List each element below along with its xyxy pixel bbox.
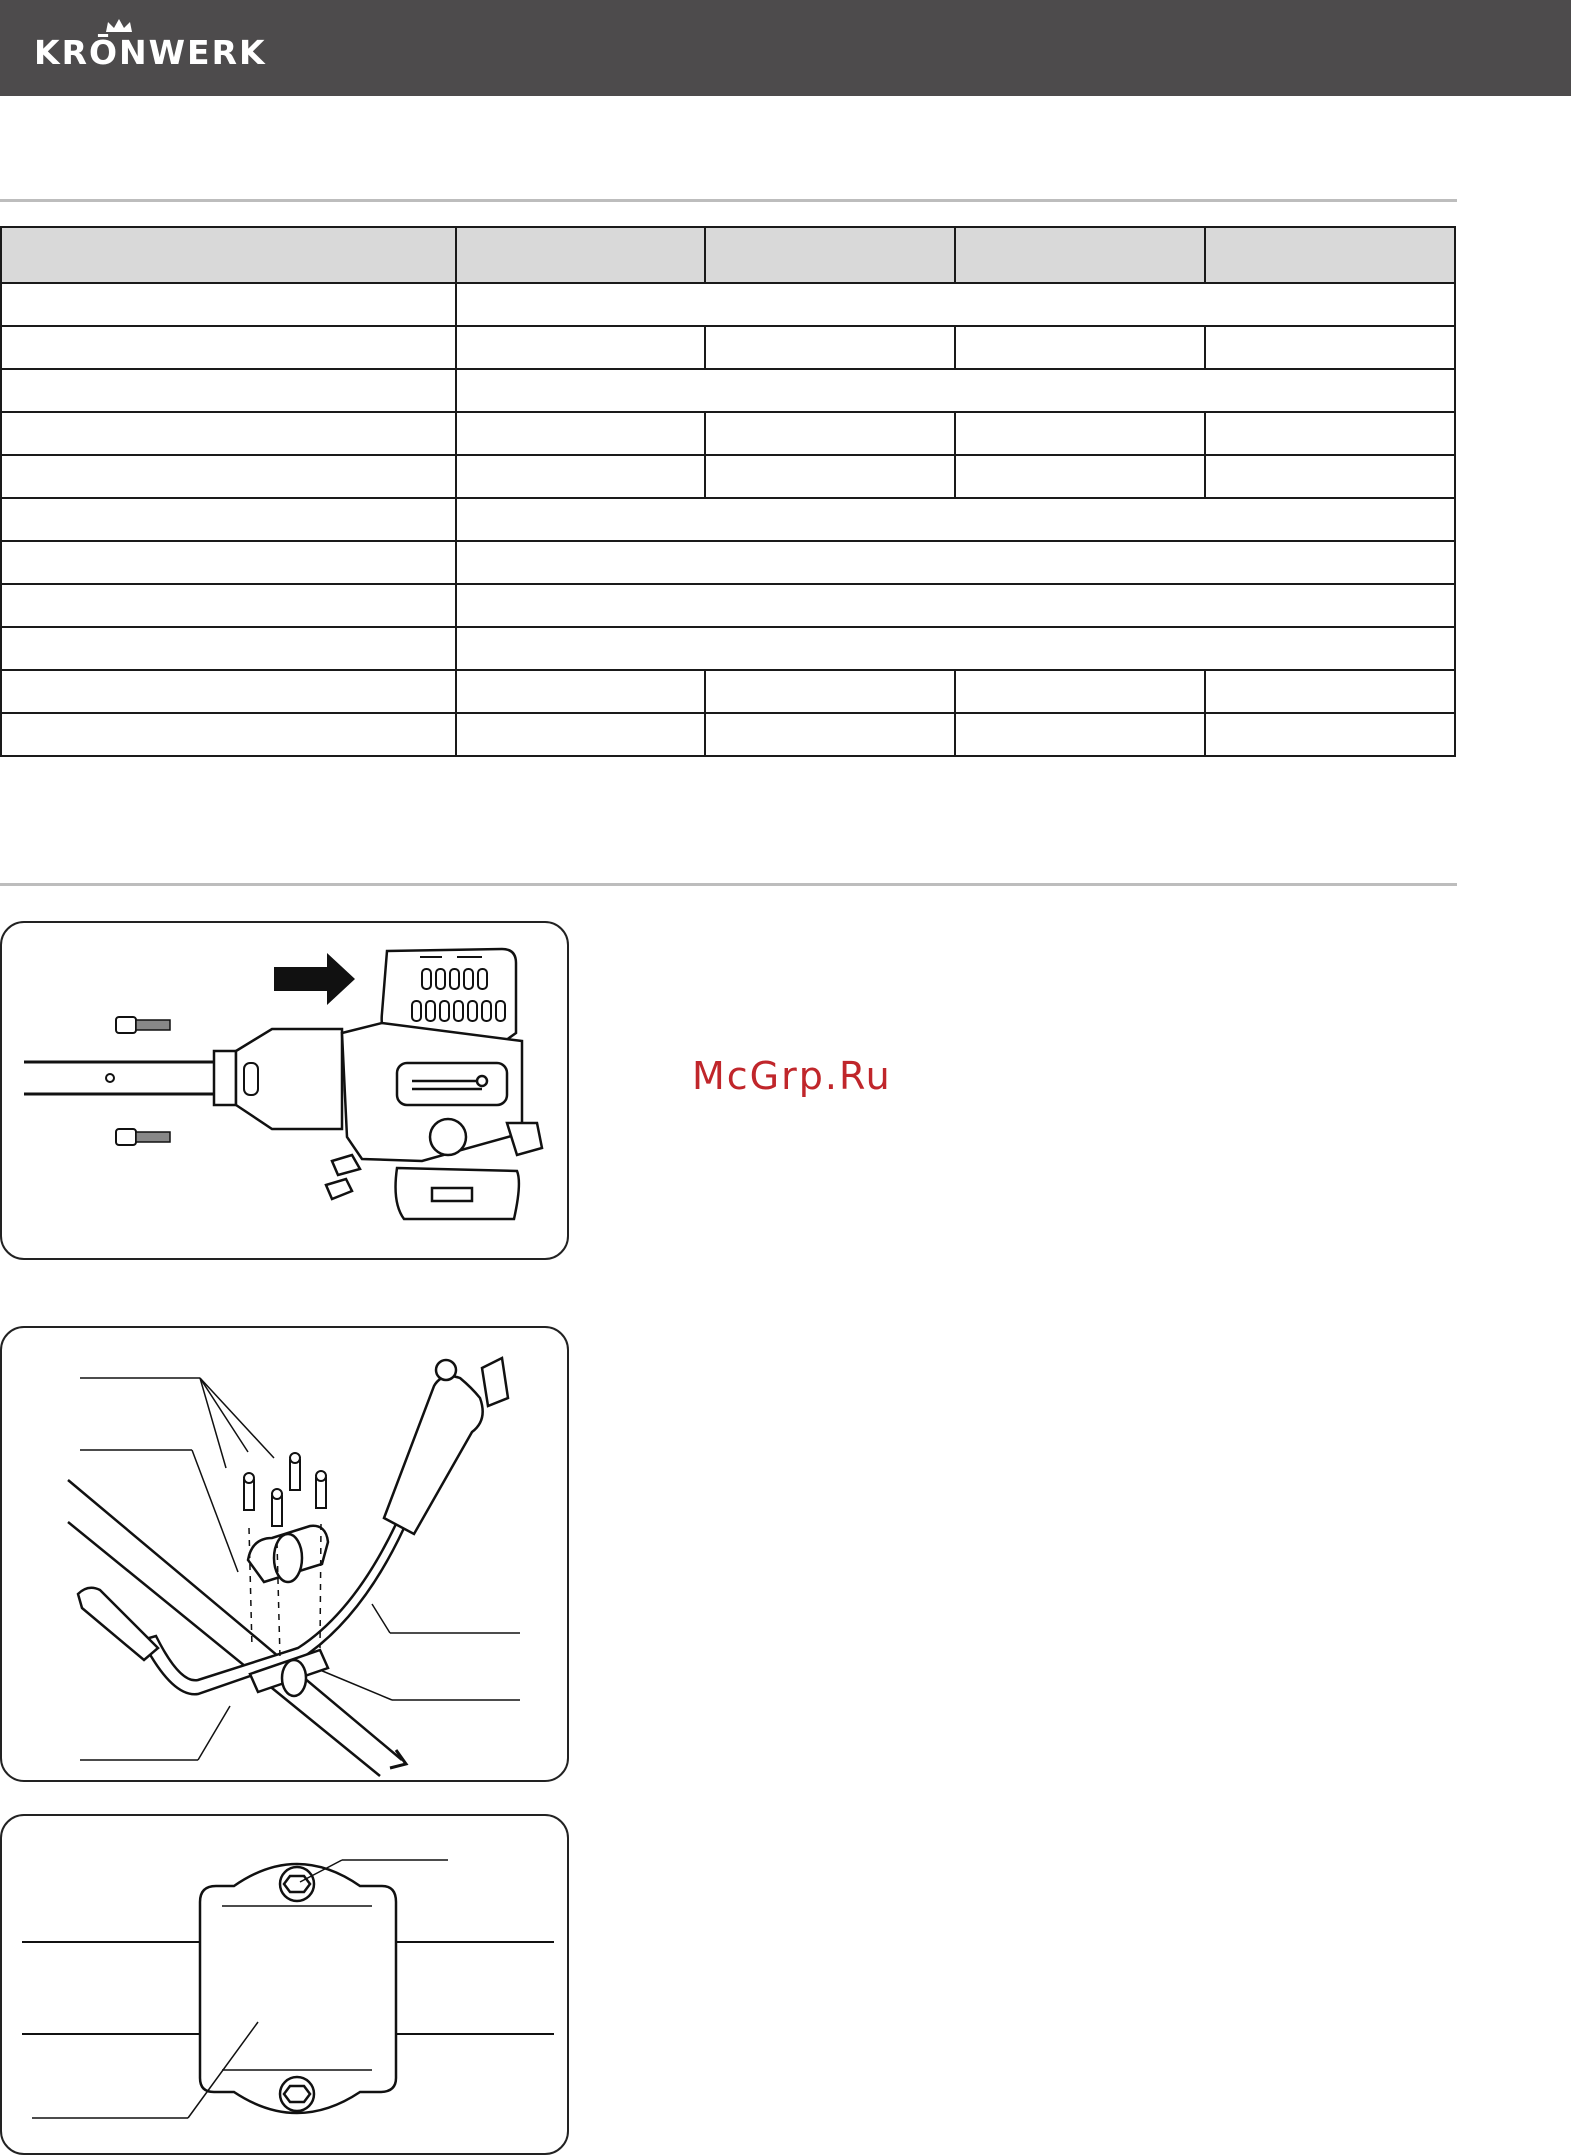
table-header-cell: [955, 227, 1205, 283]
table-cell: [705, 670, 955, 713]
table-row: [1, 283, 1455, 326]
table-header-cell: [705, 227, 955, 283]
table-cell: [1205, 455, 1455, 498]
table-cell: [955, 713, 1205, 756]
handle-bar: [78, 1358, 508, 1694]
table-cell: [456, 412, 705, 455]
table-cell: [705, 326, 955, 369]
table-row: [1, 326, 1455, 369]
header-bar: [0, 0, 1571, 96]
drive-shaft: [24, 1062, 214, 1094]
table-row: [1, 584, 1455, 627]
table-cell: [955, 326, 1205, 369]
table-cell-label: [1, 584, 456, 627]
table-cell-label: [1, 713, 456, 756]
figure-clamp-detail: [0, 1814, 569, 2155]
table-cell: [456, 455, 705, 498]
table-cell: [705, 412, 955, 455]
table-cell-merged: [456, 627, 1455, 670]
table-row: [1, 627, 1455, 670]
table-cell-label: [1, 670, 456, 713]
table-row: [1, 455, 1455, 498]
watermark-text: McGrp.Ru: [692, 1054, 892, 1098]
clamp: [248, 1526, 328, 1696]
table-cell: [456, 326, 705, 369]
table-cell-label: [1, 498, 456, 541]
table-cell-label: [1, 369, 456, 412]
table-cell: [955, 412, 1205, 455]
table-cell-label: [1, 283, 456, 326]
shaft-coupling: [214, 1029, 342, 1129]
table-row: [1, 541, 1455, 584]
table-cell: [955, 455, 1205, 498]
table-row: [1, 369, 1455, 412]
table-cell: [955, 670, 1205, 713]
table-cell: [1205, 670, 1455, 713]
engine-shaft-illustration: [2, 923, 567, 1258]
section-rule-top: [0, 199, 1457, 202]
bolt-icon: [244, 1453, 326, 1526]
table-cell-merged: [456, 283, 1455, 326]
table-cell: [1205, 713, 1455, 756]
table-cell: [456, 713, 705, 756]
table-header-cell: [1205, 227, 1455, 283]
table-cell-merged: [456, 369, 1455, 412]
table-row: [1, 498, 1455, 541]
crown-icon: [104, 18, 134, 34]
table-body: [1, 283, 1455, 756]
handle-mounting-illustration: [2, 1328, 567, 1780]
table-cell-label: [1, 455, 456, 498]
table-cell-label: [1, 326, 456, 369]
figure-engine-shaft: [0, 921, 569, 1260]
clamp-detail-illustration: [2, 1816, 567, 2153]
brand-logo: [34, 33, 267, 72]
bolt-icon: [116, 1129, 170, 1145]
table-cell: [1205, 326, 1455, 369]
table-cell-label: [1, 412, 456, 455]
section-rule-middle: [0, 883, 1457, 886]
table-header-cell: [456, 227, 705, 283]
table-cell-merged: [456, 584, 1455, 627]
spec-table: [0, 226, 1456, 757]
table-cell: [1205, 412, 1455, 455]
table-row: [1, 412, 1455, 455]
table-cell-merged: [456, 498, 1455, 541]
table-row: [1, 713, 1455, 756]
table-cell-merged: [456, 541, 1455, 584]
table-header-row: [1, 227, 1455, 283]
bolt-icon: [116, 1017, 170, 1033]
table-row: [1, 670, 1455, 713]
figure-handle-mounting: [0, 1326, 569, 1782]
arrow-right-icon: [274, 953, 355, 1005]
table-cell: [705, 455, 955, 498]
table-cell: [705, 713, 955, 756]
engine-body: [326, 949, 542, 1219]
table-cell-label: [1, 627, 456, 670]
brand-name: KRŌNWERK: [34, 33, 267, 72]
table-header-cell: [1, 227, 456, 283]
table-cell-label: [1, 541, 456, 584]
table-cell: [456, 670, 705, 713]
